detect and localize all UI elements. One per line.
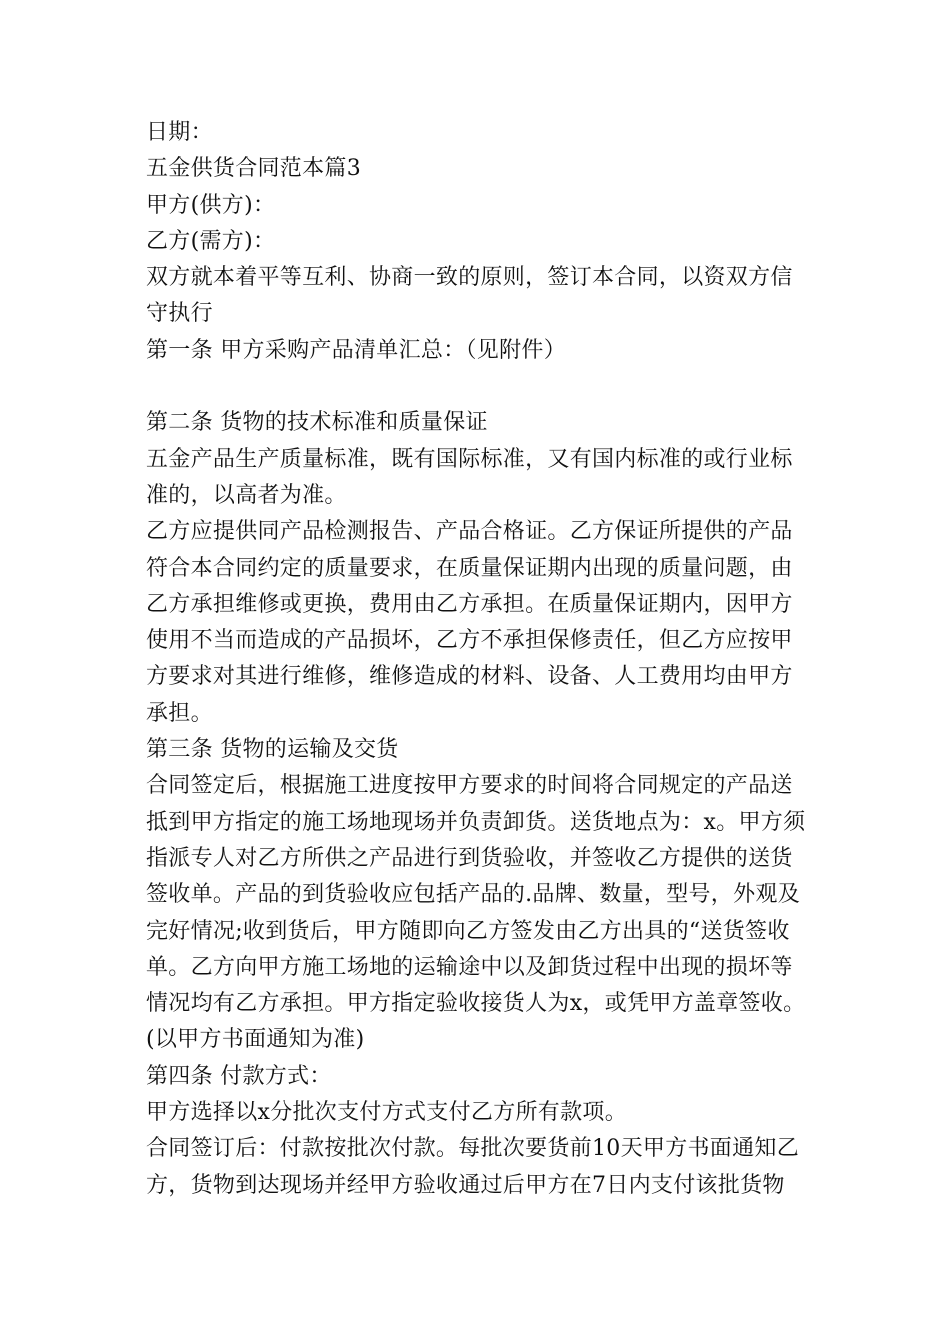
- article-2-line-1: 五金产品生产质量标准，既有国际标准，又有国内标准的或行业标: [146, 446, 793, 472]
- article-2-line-2: 准的，以高者为准。: [146, 482, 347, 508]
- blank-line: [146, 369, 846, 405]
- article-2-line-7: 方要求对其进行维修，维修造成的材料、设备、人工费用均由甲方: [146, 664, 793, 690]
- article-3-line-4: 签收单。产品的到货验收应包括产品的.品牌、数量，型号，外观及: [146, 882, 800, 908]
- article-4-line-2: 合同签订后：付款按批次付款。每批次要货前10天甲方书面通知乙: [146, 1136, 799, 1162]
- article-2-line-3: 乙方应提供同产品检测报告、产品合格证。乙方保证所提供的产品: [146, 519, 793, 545]
- preamble-line-2: 守执行: [146, 301, 213, 327]
- party-a-line: 甲方(供方)：: [146, 192, 276, 218]
- article-2-line-8: 承担。: [146, 700, 213, 726]
- preamble-line-1: 双方就本着平等互利、协商一致的原则，签订本合同，以资双方信: [146, 265, 793, 291]
- date-line: 日期：: [146, 120, 213, 145]
- party-b-line: 乙方(需方)：: [146, 228, 276, 254]
- article-2-line-5: 乙方承担维修或更换，费用由乙方承担。在质量保证期内，因甲方: [146, 591, 793, 617]
- article-1-heading: 第一条 甲方采购产品清单汇总：（见附件）: [146, 337, 566, 363]
- article-4-heading: 第四条 付款方式：: [146, 1063, 332, 1089]
- article-4-line-1: 甲方选择以x分批次支付方式支付乙方所有款项。: [146, 1100, 628, 1126]
- article-3-line-8: (以甲方书面通知为准): [146, 1027, 365, 1053]
- article-4-line-3: 方，货物到达现场并经甲方验收通过后甲方在7日内支付该批货物: [146, 1172, 785, 1198]
- article-3-heading: 第三条 货物的运输及交货: [146, 737, 399, 763]
- article-3-line-7: 情况均有乙方承担。甲方指定验收接货人为x，或凭甲方盖章签收。: [146, 991, 806, 1017]
- document-body: [146, 115, 846, 1204]
- article-3-line-5: 完好情况;收到货后，甲方随即向乙方签发由乙方出具的“送货签收: [146, 918, 790, 944]
- article-3-line-3: 指派专人对乙方所供之产品进行到货验收，并签收乙方提供的送货: [146, 845, 793, 871]
- article-2-line-4: 符合本合同约定的质量要求，在质量保证期内出现的质量问题，由: [146, 555, 793, 581]
- article-3-line-6: 单。乙方向甲方施工场地的运输途中以及卸货过程中出现的损坏等: [146, 954, 793, 980]
- article-2-line-6: 使用不当而造成的产品损坏，乙方不承担保修责任，但乙方应按甲: [146, 628, 793, 654]
- article-3-line-2: 抵到甲方指定的施工场地现场并负责卸货。送货地点为：x。甲方须: [146, 809, 806, 835]
- document-title: 五金供货合同范本篇3: [146, 156, 361, 182]
- article-3-line-1: 合同签定后，根据施工进度按甲方要求的时间将合同规定的产品送: [146, 773, 793, 799]
- article-2-heading: 第二条 货物的技术标准和质量保证: [146, 410, 488, 436]
